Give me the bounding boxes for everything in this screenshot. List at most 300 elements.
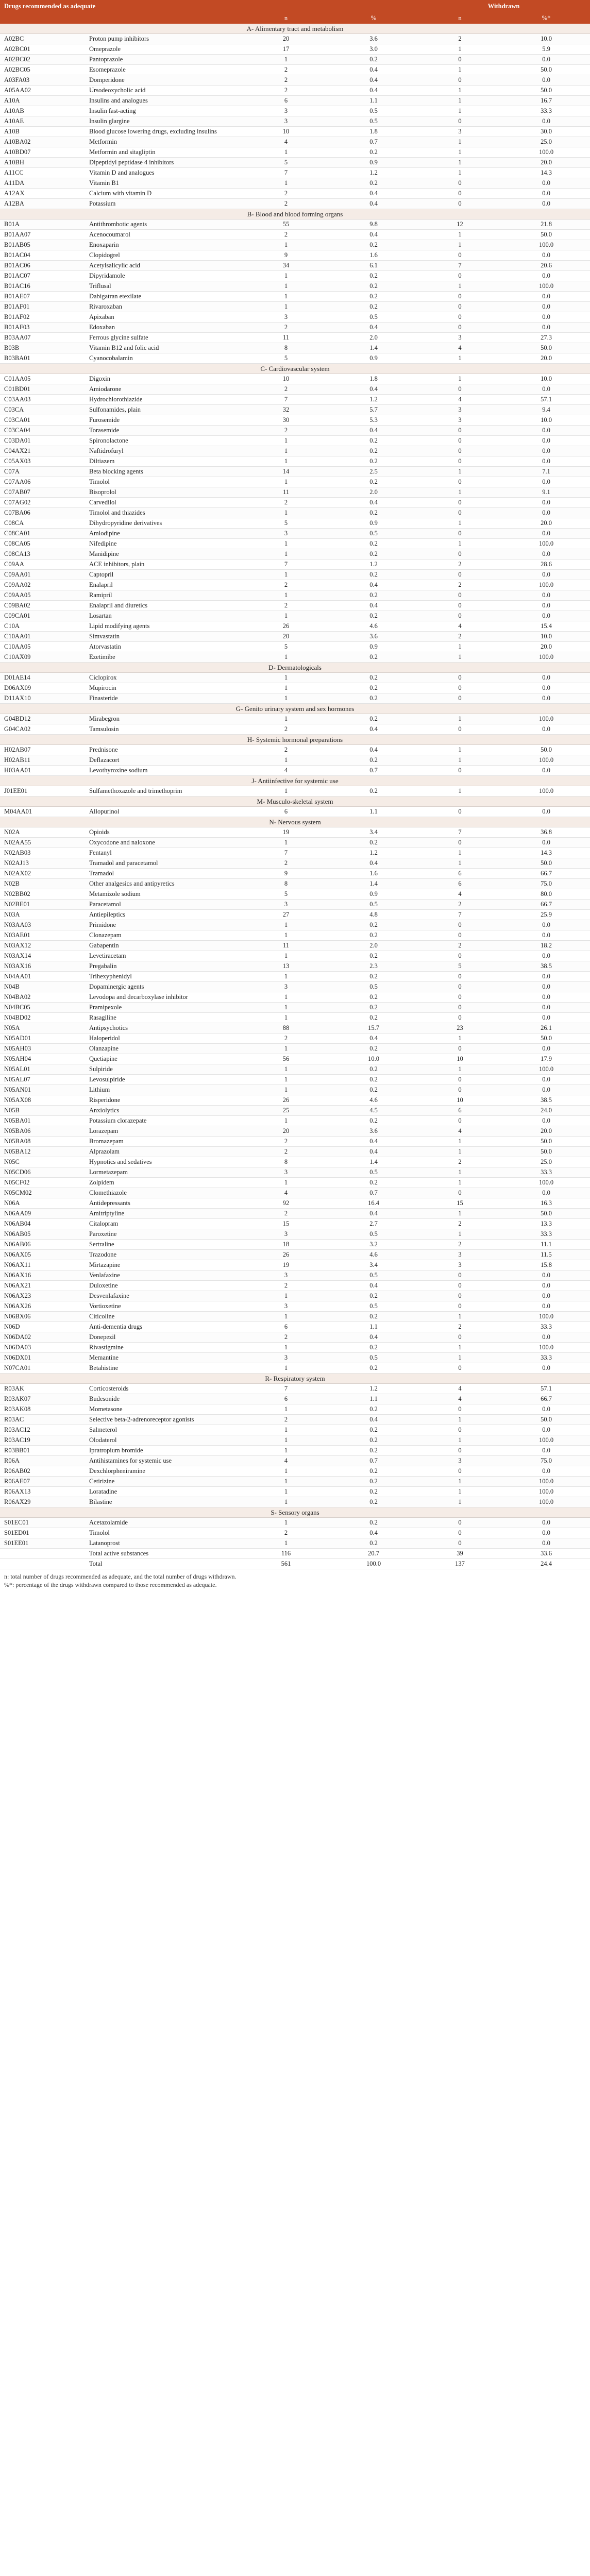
withdrawn-n-cell: 0 <box>417 1116 502 1126</box>
drug-name-cell: Levodopa and decarboxylase inhibitor <box>85 992 242 1003</box>
withdrawn-n-cell: 1 <box>417 1064 502 1075</box>
drug-name-cell: Calcium with vitamin D <box>85 189 242 199</box>
recommended-pct-cell: 0.2 <box>330 55 417 65</box>
section-header-row <box>0 364 590 374</box>
drug-name-cell: Haloperidol <box>85 1033 242 1044</box>
recommended-pct-cell: 0.2 <box>330 1116 417 1126</box>
recommended-n-cell: 1 <box>242 1178 330 1188</box>
recommended-pct-cell: 0.2 <box>330 1178 417 1188</box>
recommended-pct-cell: 0.5 <box>330 1301 417 1312</box>
withdrawn-pct-cell: 50.0 <box>502 858 590 869</box>
atc-code-cell: N05BA12 <box>0 1147 85 1157</box>
table-row <box>0 838 590 848</box>
drug-name-cell: Amiodarone <box>85 384 242 395</box>
section-header-row <box>0 776 590 786</box>
withdrawn-n-cell: 5 <box>417 961 502 972</box>
recommended-n-cell: 26 <box>242 1250 330 1260</box>
withdrawn-n-cell: 0 <box>417 838 502 848</box>
recommended-n-cell: 1 <box>242 611 330 621</box>
recommended-n-cell: 6 <box>242 96 330 106</box>
drug-name-cell: Sulpiride <box>85 1064 242 1075</box>
withdrawn-pct-cell: 0.0 <box>502 930 590 941</box>
table-body <box>0 24 590 1569</box>
atc-code-cell: G04CA02 <box>0 724 85 735</box>
withdrawn-n-cell: 10 <box>417 1095 502 1106</box>
atc-code-cell <box>0 1559 85 1569</box>
table-row <box>0 1394 590 1404</box>
atc-code-cell: N05CD06 <box>0 1167 85 1178</box>
recommended-n-cell: 88 <box>242 1023 330 1033</box>
withdrawn-pct-cell: 100.0 <box>502 1487 590 1497</box>
drug-name-cell: Lithium <box>85 1085 242 1095</box>
table-row <box>0 570 590 580</box>
recommended-pct-cell: 2.0 <box>330 333 417 343</box>
withdrawn-n-cell: 0 <box>417 1425 502 1435</box>
atc-code-cell: C07AB07 <box>0 487 85 498</box>
section-header-row <box>0 817 590 827</box>
withdrawn-n-cell: 0 <box>417 1518 502 1528</box>
withdrawn-pct-cell: 0.0 <box>502 1518 590 1528</box>
recommended-pct-cell: 0.4 <box>330 189 417 199</box>
withdrawn-n-cell: 0 <box>417 426 502 436</box>
recommended-pct-cell: 1.6 <box>330 250 417 261</box>
table-row <box>0 1528 590 1538</box>
withdrawn-n-cell: 2 <box>417 900 502 910</box>
withdrawn-n-cell: 1 <box>417 96 502 106</box>
atc-code-cell: N03AX12 <box>0 941 85 951</box>
recommended-n-cell: 1 <box>242 992 330 1003</box>
recommended-n-cell: 27 <box>242 910 330 920</box>
atc-code-cell: B01AA07 <box>0 230 85 240</box>
recommended-pct-cell: 2.0 <box>330 487 417 498</box>
withdrawn-pct-cell: 100.0 <box>502 1435 590 1446</box>
withdrawn-n-cell: 2 <box>417 1157 502 1167</box>
drug-name-cell: Mometasone <box>85 1404 242 1415</box>
withdrawn-n-cell: 0 <box>417 178 502 189</box>
recommended-pct-cell: 1.6 <box>330 869 417 879</box>
drug-name-cell: Atorvastatin <box>85 642 242 652</box>
recommended-n-cell: 7 <box>242 848 330 858</box>
recommended-n-cell: 1 <box>242 755 330 766</box>
atc-code-cell: N06AX21 <box>0 1281 85 1291</box>
withdrawn-n-cell: 0 <box>417 1404 502 1415</box>
drug-name-cell: Duloxetine <box>85 1281 242 1291</box>
withdrawn-n-cell: 0 <box>417 1013 502 1023</box>
withdrawn-pct-cell: 50.0 <box>502 1137 590 1147</box>
withdrawn-n-cell: 2 <box>417 632 502 642</box>
atc-code-cell: R06AX13 <box>0 1487 85 1497</box>
table-row <box>0 1477 590 1487</box>
atc-code-cell: C01AA05 <box>0 374 85 384</box>
recommended-n-cell: 4 <box>242 137 330 147</box>
recommended-pct-cell: 0.4 <box>330 86 417 96</box>
withdrawn-n-cell: 1 <box>417 1137 502 1147</box>
recommended-n-cell: 1 <box>242 673 330 683</box>
table-row <box>0 1219 590 1229</box>
atc-code-cell: C10A <box>0 621 85 632</box>
table-row <box>0 1167 590 1178</box>
withdrawn-pct-cell: 16.7 <box>502 96 590 106</box>
withdrawn-pct-cell: 50.0 <box>502 745 590 755</box>
table-row <box>0 900 590 910</box>
drug-name-cell: Antiepileptics <box>85 910 242 920</box>
recommended-n-cell: 1 <box>242 786 330 796</box>
withdrawn-pct-cell: 0.0 <box>502 1075 590 1085</box>
table-row <box>0 827 590 838</box>
withdrawn-n-cell: 0 <box>417 250 502 261</box>
atc-code-cell: N05AD01 <box>0 1033 85 1044</box>
atc-code-cell: N06A <box>0 1198 85 1209</box>
withdrawn-n-cell: 1 <box>417 230 502 240</box>
withdrawn-pct-cell: 25.0 <box>502 1157 590 1167</box>
withdrawn-n-cell: 3 <box>417 405 502 415</box>
table-row <box>0 724 590 735</box>
atc-code-cell: R06AX29 <box>0 1497 85 1507</box>
drug-name-cell: Ferrous glycine sulfate <box>85 333 242 343</box>
withdrawn-n-cell: 0 <box>417 116 502 127</box>
recommended-pct-cell: 0.4 <box>330 580 417 590</box>
atc-code-cell: C09AA01 <box>0 570 85 580</box>
withdrawn-n-cell: 39 <box>417 1549 502 1559</box>
withdrawn-n-cell: 0 <box>417 271 502 281</box>
withdrawn-n-cell: 0 <box>417 1085 502 1095</box>
drug-name-cell: Primidone <box>85 920 242 930</box>
table-row <box>0 1353 590 1363</box>
atc-code-cell: B03B <box>0 343 85 353</box>
recommended-pct-cell: 0.2 <box>330 271 417 281</box>
recommended-n-cell: 13 <box>242 961 330 972</box>
table-row <box>0 106 590 116</box>
recommended-pct-cell: 0.2 <box>330 240 417 250</box>
withdrawn-n-cell: 0 <box>417 724 502 735</box>
withdrawn-n-cell: 0 <box>417 1044 502 1054</box>
drug-name-cell: Insulins and analogues <box>85 96 242 106</box>
withdrawn-n-cell: 0 <box>417 766 502 776</box>
drug-name-cell: Rivastigmine <box>85 1343 242 1353</box>
recommended-pct-cell: 0.4 <box>330 498 417 508</box>
recommended-n-cell: 1 <box>242 1116 330 1126</box>
withdrawn-pct-cell: 33.3 <box>502 1353 590 1363</box>
section-title: D- Dermatologicals <box>0 663 590 673</box>
recommended-pct-cell: 0.2 <box>330 539 417 549</box>
table-row <box>0 1229 590 1240</box>
withdrawn-pct-cell: 100.0 <box>502 1312 590 1322</box>
drug-name-cell: Mirtazapine <box>85 1260 242 1270</box>
table-row <box>0 642 590 652</box>
section-title: H- Systemic hormonal preparations <box>0 735 590 745</box>
withdrawn-n-cell: 10 <box>417 1054 502 1064</box>
recommended-pct-cell: 0.2 <box>330 1003 417 1013</box>
atc-code-cell: A02BC01 <box>0 44 85 55</box>
withdrawn-pct-cell: 0.0 <box>502 1301 590 1312</box>
drug-name-cell: Manidipine <box>85 549 242 560</box>
recommended-pct-cell: 0.2 <box>330 1477 417 1487</box>
drug-name-cell: Enalapril <box>85 580 242 590</box>
withdrawn-n-cell: 1 <box>417 1415 502 1425</box>
drug-name-cell: Ciclopirox <box>85 673 242 683</box>
recommended-pct-cell: 0.2 <box>330 1538 417 1549</box>
withdrawn-pct-cell: 0.0 <box>502 982 590 992</box>
recommended-pct-cell: 4.5 <box>330 1106 417 1116</box>
table-row <box>0 312 590 323</box>
recommended-n-cell: 1 <box>242 1075 330 1085</box>
atc-code-cell: A03FA03 <box>0 75 85 86</box>
table-row <box>0 590 590 601</box>
withdrawn-n-cell: 1 <box>417 755 502 766</box>
recommended-n-cell: 3 <box>242 529 330 539</box>
drug-name-cell: Paracetamol <box>85 900 242 910</box>
table-row <box>0 1312 590 1322</box>
withdrawn-pct-cell: 0.0 <box>502 724 590 735</box>
withdrawn-pct-cell: 0.0 <box>502 693 590 704</box>
recommended-pct-cell: 0.4 <box>330 1209 417 1219</box>
withdrawn-pct-cell: 21.8 <box>502 219 590 230</box>
drug-name-cell: Dihydropyridine derivatives <box>85 518 242 529</box>
atc-code-cell: B01AB05 <box>0 240 85 250</box>
atc-code-cell: B01AE07 <box>0 292 85 302</box>
withdrawn-n-cell: 1 <box>417 487 502 498</box>
atc-code-cell: C03CA <box>0 405 85 415</box>
table-row <box>0 1415 590 1425</box>
withdrawn-pct-cell: 100.0 <box>502 1343 590 1353</box>
table-row <box>0 199 590 209</box>
drug-name-cell: Corticosteroids <box>85 1384 242 1394</box>
table-row <box>0 1157 590 1167</box>
recommended-pct-cell: 0.4 <box>330 1147 417 1157</box>
withdrawn-pct-cell: 50.0 <box>502 65 590 75</box>
atc-code-cell: A10AE <box>0 116 85 127</box>
recommended-n-cell: 17 <box>242 44 330 55</box>
atc-code-cell: A10BD07 <box>0 147 85 158</box>
recommended-n-cell: 32 <box>242 405 330 415</box>
drug-name-cell: ACE inhibitors, plain <box>85 560 242 570</box>
recommended-n-cell: 7 <box>242 1384 330 1394</box>
recommended-pct-cell: 0.4 <box>330 230 417 240</box>
recommended-pct-cell: 0.4 <box>330 745 417 755</box>
section-header-row <box>0 209 590 219</box>
withdrawn-n-cell: 1 <box>417 467 502 477</box>
atc-code-cell: N05A <box>0 1023 85 1033</box>
withdrawn-n-cell: 0 <box>417 1332 502 1343</box>
drug-name-cell: Cetirizine <box>85 1477 242 1487</box>
drug-name-cell: Dipyridamole <box>85 271 242 281</box>
withdrawn-pct-cell: 14.3 <box>502 168 590 178</box>
recommended-n-cell: 7 <box>242 168 330 178</box>
withdrawn-n-cell: 2 <box>417 941 502 951</box>
table-row <box>0 34 590 44</box>
table-row <box>0 529 590 539</box>
table-row <box>0 116 590 127</box>
atc-code-cell: S01ED01 <box>0 1528 85 1538</box>
section-header-row <box>0 1507 590 1518</box>
table-row <box>0 601 590 611</box>
drug-name-cell: Ursodeoxycholic acid <box>85 86 242 96</box>
section-title: M- Musculo-skeletal system <box>0 796 590 807</box>
withdrawn-pct-cell: 0.0 <box>502 426 590 436</box>
recommended-n-cell: 2 <box>242 384 330 395</box>
drug-name-cell: Prednisone <box>85 745 242 755</box>
recommended-pct-cell: 1.4 <box>330 343 417 353</box>
withdrawn-n-cell: 1 <box>417 539 502 549</box>
recommended-n-cell: 3 <box>242 1167 330 1178</box>
recommended-pct-cell: 0.4 <box>330 75 417 86</box>
recommended-n-cell: 2 <box>242 498 330 508</box>
table-row <box>0 673 590 683</box>
withdrawn-pct-cell: 14.3 <box>502 848 590 858</box>
atc-code-cell: N05BA06 <box>0 1126 85 1137</box>
atc-code-cell: N02BE01 <box>0 900 85 910</box>
recommended-pct-cell: 0.2 <box>330 951 417 961</box>
table-row <box>0 848 590 858</box>
withdrawn-n-cell: 4 <box>417 1394 502 1404</box>
recommended-n-cell: 2 <box>242 189 330 199</box>
withdrawn-n-cell: 0 <box>417 199 502 209</box>
recommended-pct-cell: 0.2 <box>330 920 417 930</box>
drug-name-cell: Fentanyl <box>85 848 242 858</box>
recommended-pct-cell: 4.6 <box>330 1095 417 1106</box>
recommended-n-cell: 15 <box>242 1219 330 1229</box>
drug-name-cell: Antipsychotics <box>85 1023 242 1033</box>
recommended-pct-cell: 1.2 <box>330 395 417 405</box>
withdrawn-pct-cell: 24.0 <box>502 1106 590 1116</box>
recommended-pct-cell: 9.8 <box>330 219 417 230</box>
atc-code-cell: N05C <box>0 1157 85 1167</box>
drug-name-cell: Esomeprazole <box>85 65 242 75</box>
table-row <box>0 1137 590 1147</box>
withdrawn-pct-cell: 0.0 <box>502 1538 590 1549</box>
recommended-n-cell: 2 <box>242 858 330 869</box>
recommended-pct-cell: 0.2 <box>330 1435 417 1446</box>
table-row <box>0 1291 590 1301</box>
recommended-pct-cell: 0.5 <box>330 1167 417 1178</box>
withdrawn-n-cell: 6 <box>417 879 502 889</box>
recommended-pct-cell: 1.2 <box>330 560 417 570</box>
atc-code-cell: C03AA03 <box>0 395 85 405</box>
table-row <box>0 745 590 755</box>
drug-name-cell: Bilastine <box>85 1497 242 1507</box>
recommended-n-cell: 1 <box>242 147 330 158</box>
recommended-n-cell: 6 <box>242 1394 330 1404</box>
withdrawn-pct-cell: 0.0 <box>502 1013 590 1023</box>
atc-code-cell: D11AX10 <box>0 693 85 704</box>
atc-code-cell: C01BD01 <box>0 384 85 395</box>
atc-code-cell: C09BA02 <box>0 601 85 611</box>
recommended-pct-cell: 0.2 <box>330 1497 417 1507</box>
recommended-n-cell: 1 <box>242 1425 330 1435</box>
section-title: B- Blood and blood forming organs <box>0 209 590 219</box>
recommended-pct-cell: 0.5 <box>330 529 417 539</box>
table-row <box>0 1023 590 1033</box>
atc-code-cell: N06AX11 <box>0 1260 85 1270</box>
withdrawn-pct-cell: 0.0 <box>502 508 590 518</box>
recommended-pct-cell: 0.2 <box>330 693 417 704</box>
drug-name-cell: Levosulpiride <box>85 1075 242 1085</box>
atc-code-cell: R03AC19 <box>0 1435 85 1446</box>
atc-code-cell: R03AK08 <box>0 1404 85 1415</box>
withdrawn-n-cell: 0 <box>417 1075 502 1085</box>
withdrawn-n-cell: 0 <box>417 930 502 941</box>
recommended-pct-cell: 4.6 <box>330 621 417 632</box>
recommended-pct-cell: 16.4 <box>330 1198 417 1209</box>
recommended-n-cell: 1 <box>242 683 330 693</box>
recommended-n-cell: 1 <box>242 539 330 549</box>
table-row <box>0 1260 590 1270</box>
drug-name-cell: Dexchlorpheniramine <box>85 1466 242 1477</box>
table-row <box>0 415 590 426</box>
table-row <box>0 1435 590 1446</box>
table-row <box>0 1466 590 1477</box>
section-title: S- Sensory organs <box>0 1507 590 1518</box>
drug-name-cell: Timolol <box>85 1528 242 1538</box>
table-row <box>0 632 590 642</box>
recommended-n-cell: 3 <box>242 1270 330 1281</box>
recommended-pct-cell: 1.8 <box>330 374 417 384</box>
withdrawn-pct-cell: 7.1 <box>502 467 590 477</box>
table-row <box>0 621 590 632</box>
recommended-n-cell: 3 <box>242 1353 330 1363</box>
recommended-n-cell: 19 <box>242 1260 330 1270</box>
table-row <box>0 446 590 456</box>
withdrawn-pct-cell: 0.0 <box>502 446 590 456</box>
withdrawn-pct-cell: 17.9 <box>502 1054 590 1064</box>
table-row <box>0 1106 590 1116</box>
withdrawn-pct-cell: 100.0 <box>502 755 590 766</box>
recommended-n-cell: 2 <box>242 75 330 86</box>
drug-name-cell: Insulin glargine <box>85 116 242 127</box>
recommended-n-cell: 11 <box>242 941 330 951</box>
recommended-n-cell: 4 <box>242 766 330 776</box>
atc-code-cell: N03AA03 <box>0 920 85 930</box>
recommended-n-cell: 1 <box>242 1291 330 1301</box>
atc-code-cell: G04BD12 <box>0 714 85 724</box>
withdrawn-n-cell: 3 <box>417 333 502 343</box>
drug-name-cell: Oxycodone and naloxone <box>85 838 242 848</box>
table-row <box>0 1425 590 1435</box>
recommended-n-cell: 5 <box>242 353 330 364</box>
recommended-pct-cell: 1.4 <box>330 1157 417 1167</box>
table-row <box>0 1281 590 1291</box>
recommended-n-cell: 11 <box>242 333 330 343</box>
drug-name-cell: Metformin <box>85 137 242 147</box>
withdrawn-pct-cell: 50.0 <box>502 230 590 240</box>
recommended-pct-cell: 3.0 <box>330 44 417 55</box>
recommended-pct-cell: 0.9 <box>330 642 417 652</box>
withdrawn-n-cell: 15 <box>417 1198 502 1209</box>
table-row <box>0 333 590 343</box>
drug-name-cell: Clonazepam <box>85 930 242 941</box>
recommended-n-cell: 1 <box>242 1497 330 1507</box>
withdrawn-pct-cell: 0.0 <box>502 1446 590 1456</box>
withdrawn-pct-cell: 66.7 <box>502 869 590 879</box>
drug-name-cell: Opioids <box>85 827 242 838</box>
withdrawn-pct-cell: 75.0 <box>502 1456 590 1466</box>
withdrawn-pct-cell: 0.0 <box>502 920 590 930</box>
withdrawn-pct-cell: 0.0 <box>502 189 590 199</box>
recommended-n-cell: 55 <box>242 219 330 230</box>
withdrawn-n-cell: 0 <box>417 1446 502 1456</box>
atc-code-cell: N07CA01 <box>0 1363 85 1374</box>
recommended-n-cell: 1 <box>242 302 330 312</box>
table-row <box>0 1250 590 1260</box>
atc-code-cell: N02BB02 <box>0 889 85 900</box>
drug-name-cell: Captopril <box>85 570 242 580</box>
recommended-pct-cell: 20.7 <box>330 1549 417 1559</box>
table-row <box>0 1116 590 1126</box>
recommended-n-cell: 1 <box>242 281 330 292</box>
table-row <box>0 250 590 261</box>
recommended-pct-cell: 0.4 <box>330 1281 417 1291</box>
atc-code-cell: N02A <box>0 827 85 838</box>
